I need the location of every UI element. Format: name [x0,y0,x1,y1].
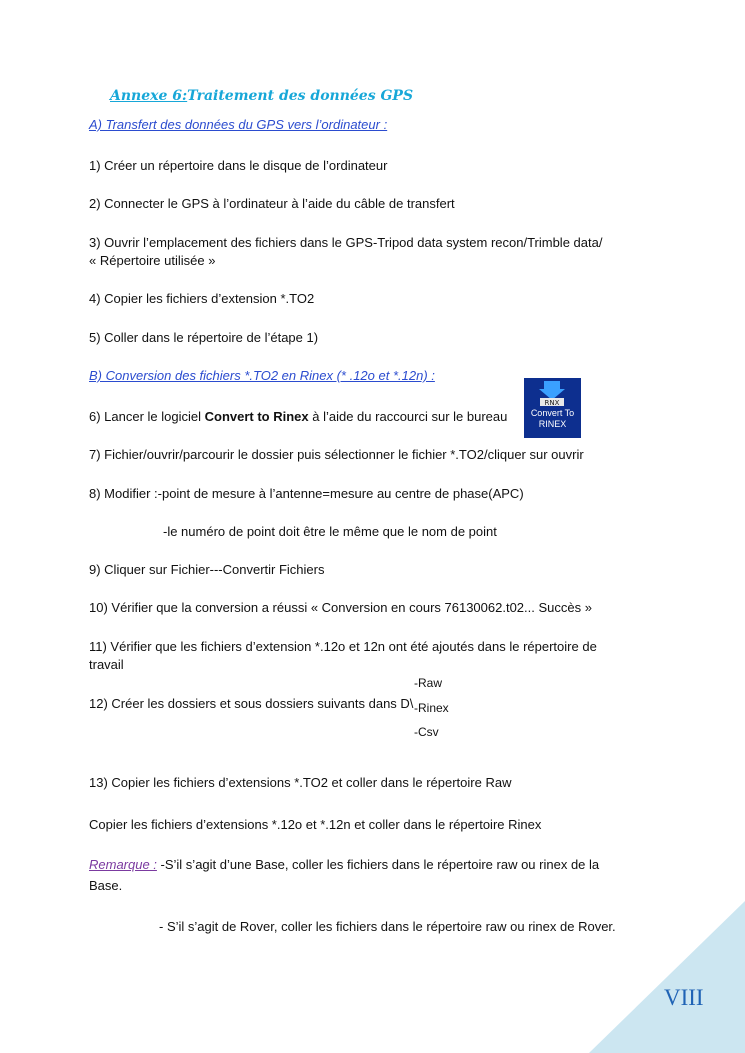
step-13: 13) Copier les fichiers d’extensions *.TO2 et coller dans le répertoire Raw [89,775,512,790]
section-b-heading: B) Conversion des fichiers *.TO2 en Rinex (* .12o et *.12n) : [89,368,435,383]
step-8-continued: -le numéro de point doit être le même que le nom de point [163,524,497,539]
section-a-heading: A) Transfert des données du GPS vers l’ordinateur : [89,117,388,132]
annex-title-text: Traitement des données GPS [187,88,414,104]
step-12: 12) Créer les dossiers et sous dossiers suivants dans D\ [89,696,414,711]
step-4: 4) Copier les fichiers d’extension *.TO2 [89,291,315,306]
convert-to-rinex-icon[interactable] [524,378,581,438]
remark-line-2: Base. [89,878,123,893]
step-10: 10) Vérifier que la conversion a réussi « Conversion en cours 76130062.t02... Succès » [89,600,592,615]
step-1: 1) Créer un répertoire dans le disque de l’ordinateur [89,158,388,173]
folder-rinex: -Rinex [414,701,449,715]
svg-text:RNX: RNX [544,399,560,407]
download-arrow-icon [524,378,581,408]
step-6-text: 6) Lancer le logiciel [89,409,205,424]
step-9: 9) Cliquer sur Fichier---Convertir Fichiers [89,562,325,577]
remark-label: Remarque : [89,857,157,872]
step-3: 3) Ouvrir l’emplacement des fichiers dans le GPS-Tripod data system recon/Trimble data/ [89,235,603,250]
remark [89,856,599,874]
step-2: 2) Connecter le GPS à l’ordinateur à l’aide du câble de transfert [89,196,455,211]
folder-raw: -Raw [414,676,443,690]
step-11: 11) Vérifier que les fichiers d’extension *.12o et 12n ont été ajoutés dans le répertoire de [89,639,597,654]
folder-csv: -Csv [414,725,439,739]
step-11-continued: travail [89,657,124,672]
step-5: 5) Coller dans le répertoire de l’étape 1) [89,330,319,345]
annex-title [110,88,413,104]
corner-decoration [589,901,745,1053]
remark-line-1: -S’il s’agit d’une Base, coller les fichiers dans le répertoire raw ou rinex de la [156,857,600,872]
remark-line-3: - S’il s’agit de Rover, coller les fichiers dans le répertoire raw ou rinex de Rover. [159,919,616,934]
annex-label: Annexe 6: [110,88,188,104]
step-6-text-end: à l’aide du raccourci sur le bureau [308,409,508,424]
step-8: 8) Modifier :-point de mesure à l’antenne=mesure au centre de phase(APC) [89,486,524,501]
step-7: 7) Fichier/ouvrir/parcourir le dossier puis sélectionner le fichier *.TO2/cliquer sur ouvrir [89,447,584,462]
step-13-continued: Copier les fichiers d’extensions *.12o et *.12n et coller dans le répertoire Rinex [89,817,542,832]
icon-label: Convert To RINEX [530,408,575,429]
step-6 [89,408,507,426]
step-3-continued: « Répertoire utilisée » [89,253,216,268]
step-6-software: Convert to Rinex [204,409,309,424]
page-number: VIII [664,985,704,1010]
